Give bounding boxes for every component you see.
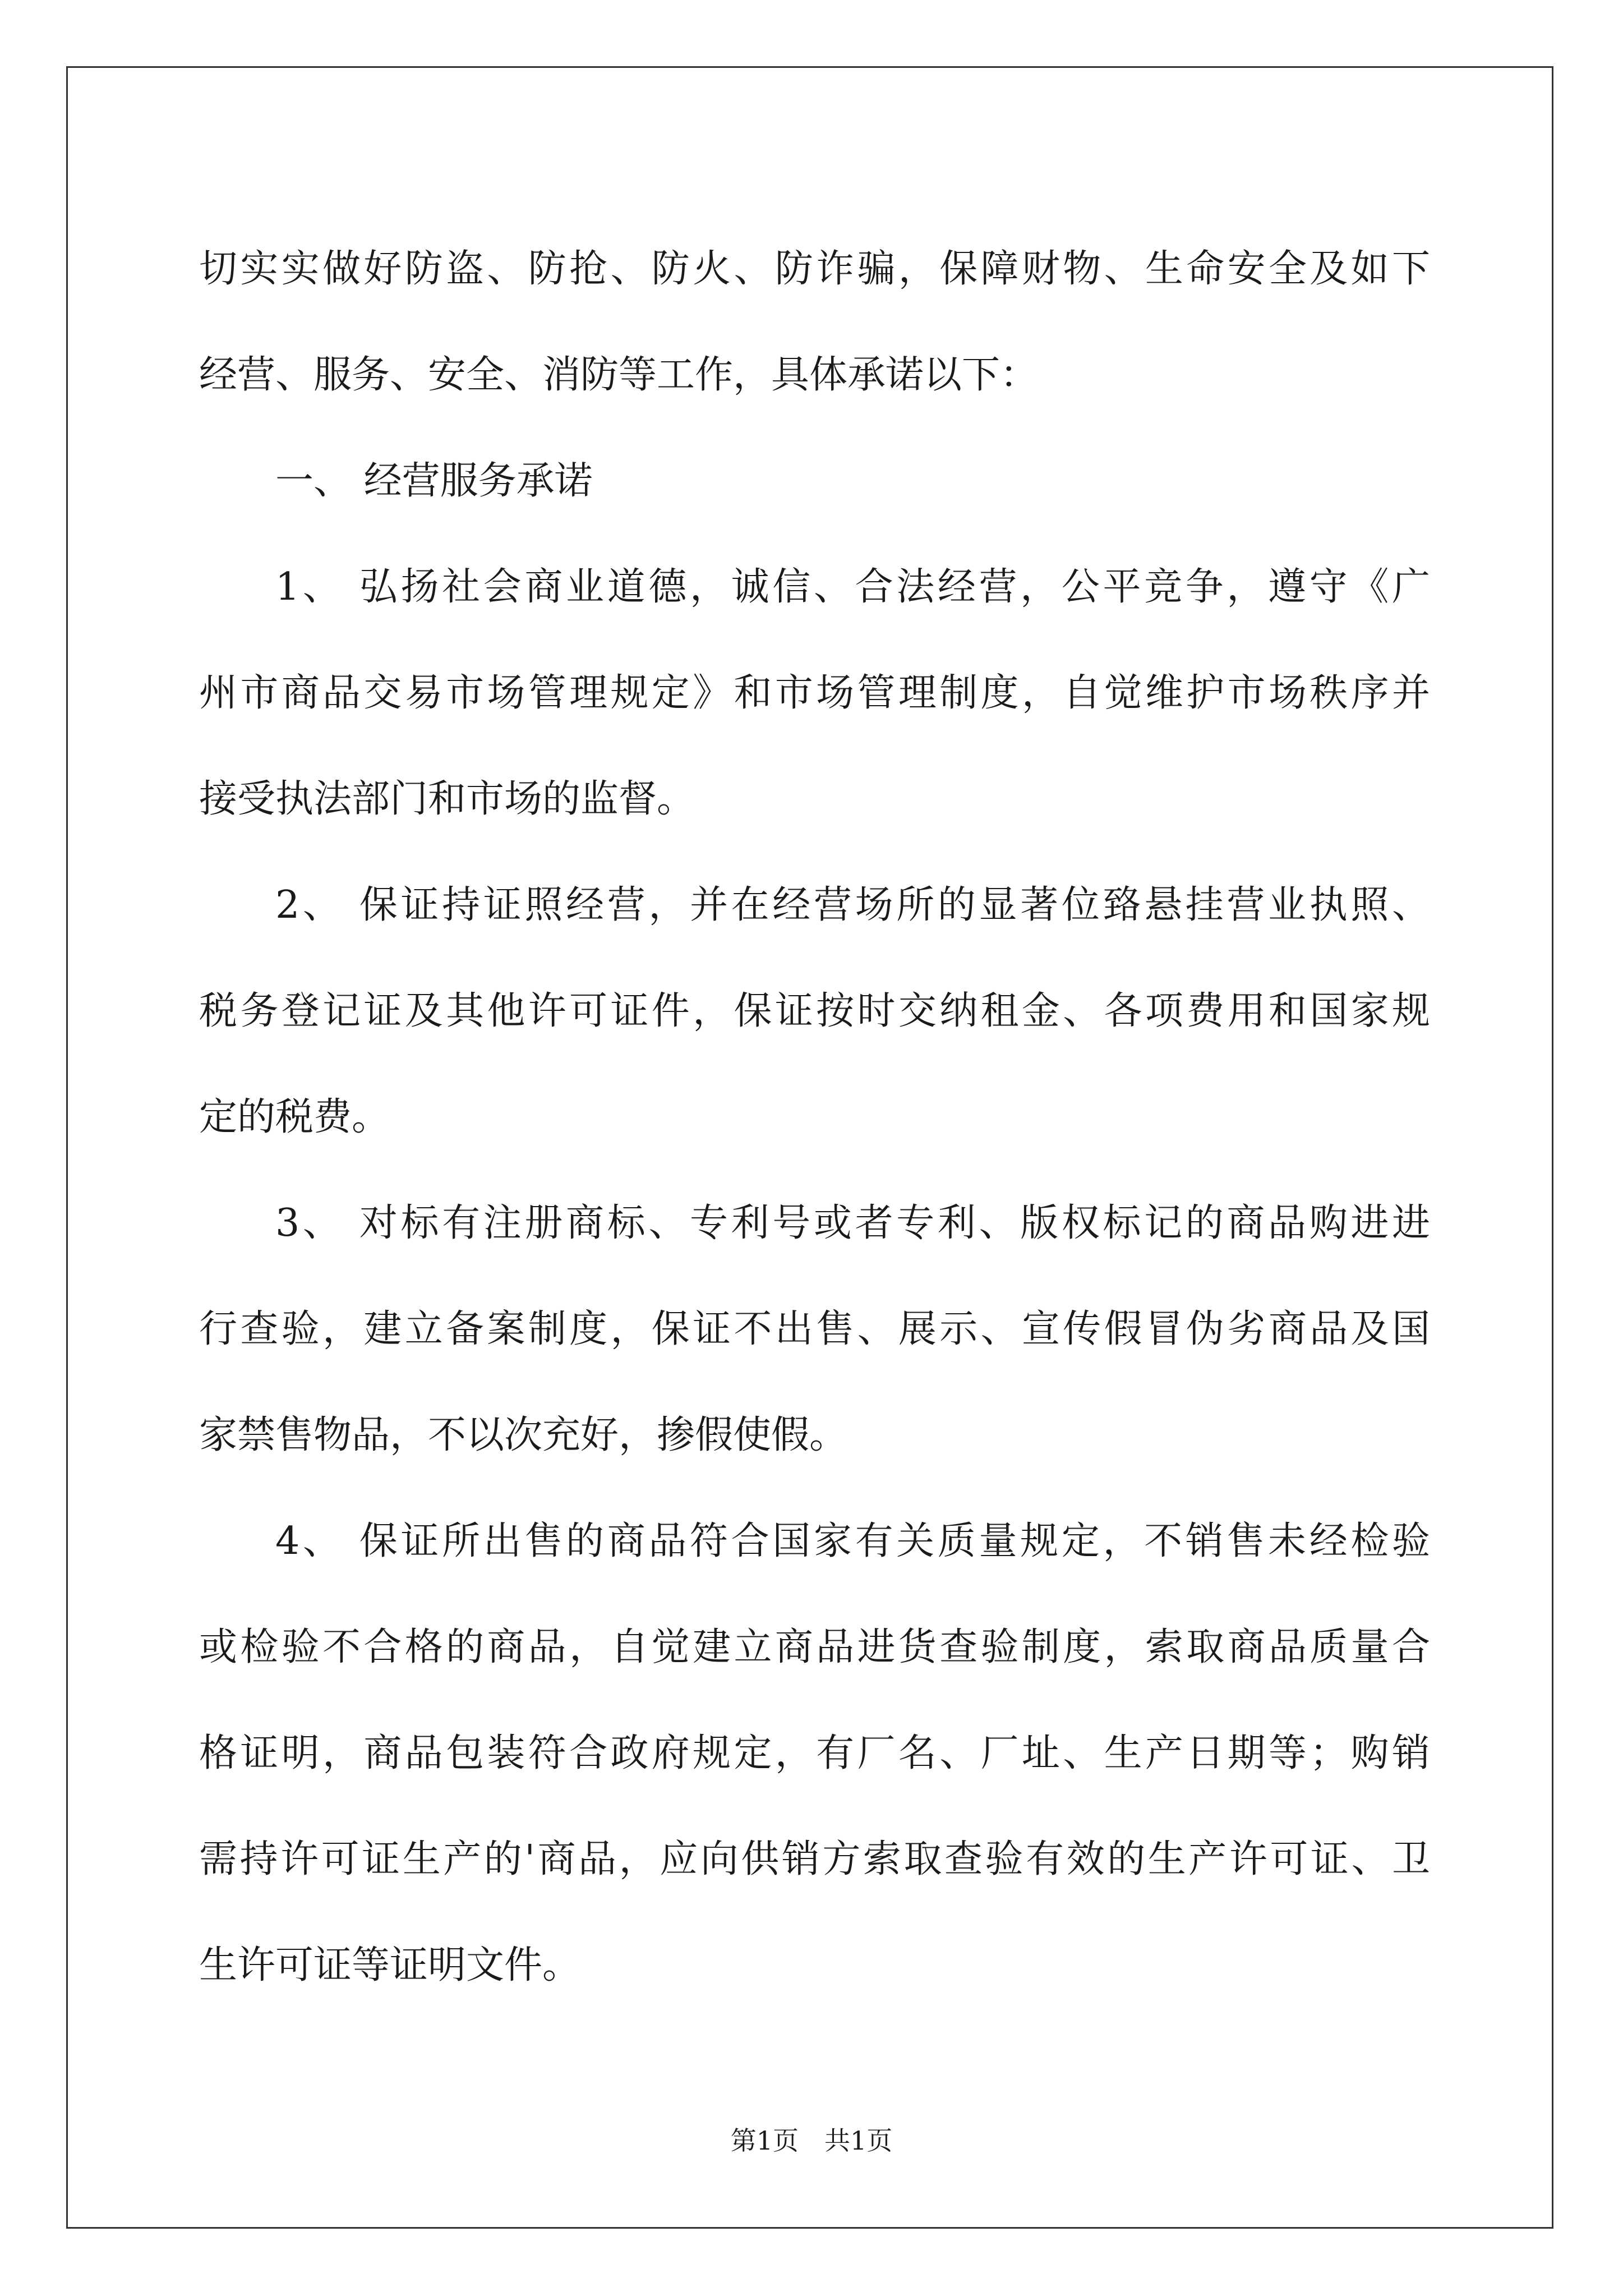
text-line-12: 家禁售物品，不以次充好，掺假使假。 bbox=[199, 1413, 848, 1457]
text-line-17: 生许可证等证明文件。 bbox=[199, 1943, 581, 1987]
document-body bbox=[199, 216, 1430, 2018]
text-line-13: 4、 保证所出售的商品符合国家有关质量规定，不销售未经检验 bbox=[275, 1519, 1430, 1563]
text-line-15: 格证明，商品包装符合政府规定，有厂名、厂址、生产日期等；购销 bbox=[199, 1731, 1430, 1775]
page-number: 第1页 bbox=[730, 2125, 799, 2156]
section-heading: 一、 经营服务承诺 bbox=[275, 459, 593, 503]
text-line-1: 切实实做好防盗、防抢、防火、防诈骗，保障财物、生命安全及如下 bbox=[199, 247, 1430, 291]
text-line-5: 州市商品交易市场管理规定》和市场管理制度，自觉维护市场秩序并 bbox=[199, 671, 1430, 715]
text-line-7: 2、 保证持证照经营，并在经营场所的显著位臵悬挂营业执照、 bbox=[275, 883, 1430, 927]
page-total: 共1页 bbox=[824, 2125, 893, 2156]
page-footer bbox=[0, 2124, 1623, 2157]
text-line-8: 税务登记证及其他许可证件，保证按时交纳租金、各项费用和国家规 bbox=[199, 989, 1430, 1033]
text-line-4: 1、 弘扬社会商业道德，诚信、合法经营，公平竞争，遵守《广 bbox=[275, 565, 1430, 609]
text-line-6: 接受执法部门和市场的监督。 bbox=[199, 777, 695, 821]
text-line-16: 需持许可证生产的'商品，应向供销方索取查验有效的生产许可证、卫 bbox=[199, 1837, 1430, 1881]
text-line-14: 或检验不合格的商品，自觉建立商品进货查验制度，索取商品质量合 bbox=[199, 1625, 1430, 1669]
text-line-11: 行查验，建立备案制度，保证不出售、展示、宣传假冒伪劣商品及国 bbox=[199, 1307, 1430, 1351]
text-line-2: 经营、服务、安全、消防等工作，具体承诺以下： bbox=[199, 353, 1039, 397]
text-line-10: 3、 对标有注册商标、专利号或者专利、版权标记的商品购进进 bbox=[275, 1201, 1430, 1245]
text-line-9: 定的税费。 bbox=[199, 1095, 390, 1139]
